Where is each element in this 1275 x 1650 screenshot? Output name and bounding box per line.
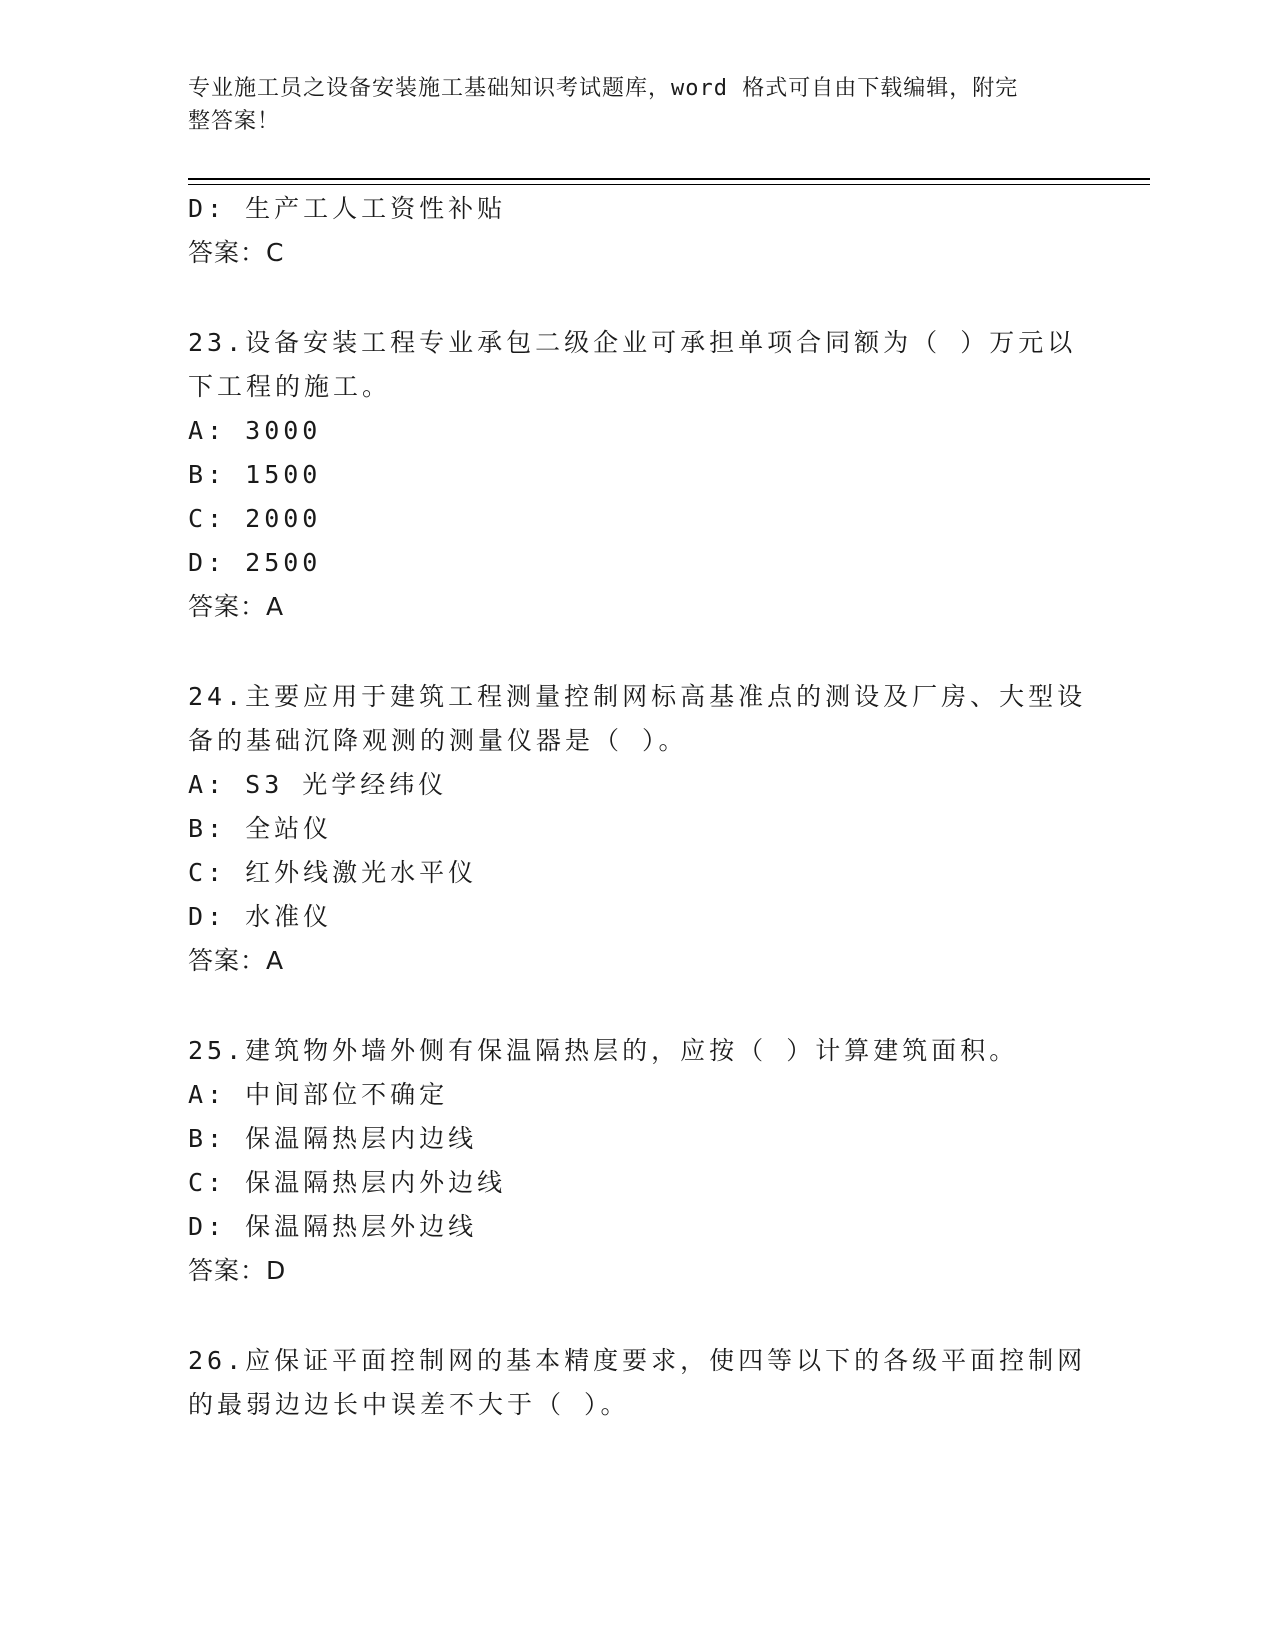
q26-stem-line-2: 的最弱边边长中误差不大于（ ）。 bbox=[188, 1390, 630, 1419]
q25-option-d: D: 保温隔热层外边线 bbox=[188, 1212, 478, 1241]
q23-stem-line-2: 下工程的施工。 bbox=[188, 372, 392, 401]
q25-option-a: A: 中间部位不确定 bbox=[188, 1080, 449, 1109]
q24-stem-line-1: 24.主要应用于建筑工程测量控制网标高基准点的测设及厂房、大型设 bbox=[188, 682, 1087, 711]
q25-stem-line-1: 25.建筑物外墙外侧有保温隔热层的，应按（ ）计算建筑面积。 bbox=[188, 1036, 1019, 1065]
header-divider-thin bbox=[188, 184, 1150, 185]
q26-stem-line-1: 26.应保证平面控制网的基本精度要求，使四等以下的各级平面控制网 bbox=[188, 1346, 1087, 1375]
q24-stem-line-2: 备的基础沉降观测的测量仪器是（ ）。 bbox=[188, 726, 688, 755]
q24-answer: 答案：A bbox=[188, 946, 285, 975]
q24-option-a: A: S3 光学经纬仪 bbox=[188, 770, 448, 799]
header-divider-thick bbox=[188, 178, 1150, 180]
prev-option-d: D: 生产工人工资性补贴 bbox=[188, 194, 507, 223]
q23-option-d: D: 2500 bbox=[188, 548, 322, 577]
q23-option-c: C: 2000 bbox=[188, 504, 322, 533]
q23-stem-line-1: 23.设备安装工程专业承包二级企业可承担单项合同额为（ ）万元以 bbox=[188, 328, 1077, 357]
q24-option-c: C: 红外线激光水平仪 bbox=[188, 858, 478, 887]
q25-answer: 答案：D bbox=[188, 1256, 287, 1285]
header-line-1: 专业施工员之设备安装施工基础知识考试题库，word 格式可自由下载编辑，附完 bbox=[188, 76, 1019, 101]
q24-option-b: B: 全站仪 bbox=[188, 814, 333, 843]
header-line-2: 整答案！ bbox=[188, 109, 281, 134]
q23-option-b: B: 1500 bbox=[188, 460, 322, 489]
q25-option-b: B: 保温隔热层内边线 bbox=[188, 1124, 478, 1153]
prev-answer: 答案：C bbox=[188, 238, 285, 267]
q23-option-a: A: 3000 bbox=[188, 416, 322, 445]
q24-option-d: D: 水准仪 bbox=[188, 902, 333, 931]
q25-option-c: C: 保温隔热层内外边线 bbox=[188, 1168, 507, 1197]
q23-answer: 答案：A bbox=[188, 592, 285, 621]
document-header bbox=[188, 72, 1068, 138]
